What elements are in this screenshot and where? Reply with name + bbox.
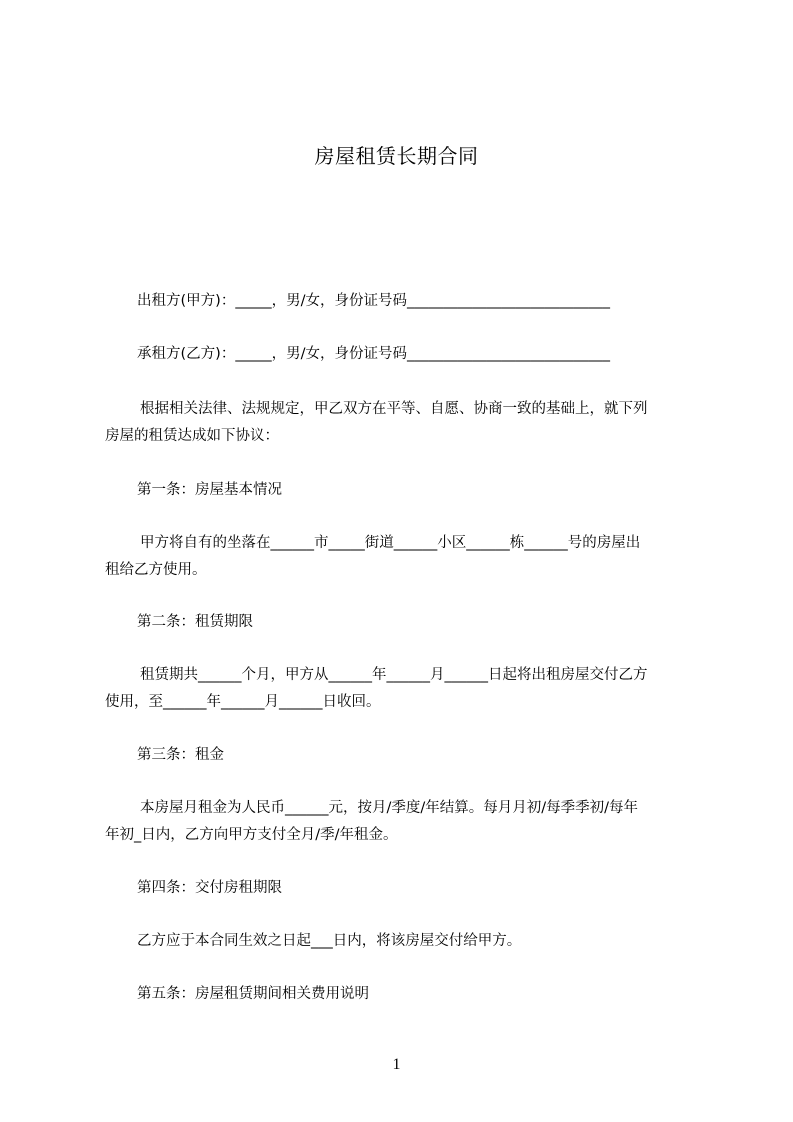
article-3-heading: 第三条：租金	[137, 747, 224, 763]
article-2-text-line-2: 使用，至______年______月______日收回。	[105, 694, 381, 710]
article-2-text-line-1: 租赁期共______个月，甲方从______年______月______日起将出租房屋交付乙方	[140, 667, 648, 683]
article-4-text: 乙方应于本合同生效之日起___日内，将该房屋交付给甲方。	[137, 933, 522, 949]
party-b-line: 承租方(乙方)：_____，男/女，身份证号码____________________________	[137, 346, 610, 362]
article-2-heading: 第二条：租赁期限	[137, 614, 253, 630]
preamble-line-1: 根据相关法律、法规规定，甲乙双方在平等、自愿、协商一致的基础上，就下列	[140, 401, 648, 417]
article-3-text-line-1: 本房屋月租金为人民币______元，按月/季度/年结算。每月月初/每季季初/每年	[140, 800, 639, 816]
article-5-heading: 第五条：房屋租赁期间相关费用说明	[137, 986, 369, 1002]
document-title: 房屋租赁长期合同	[314, 144, 479, 168]
page-number: 1	[392, 1056, 401, 1073]
article-1-text-line-1: 甲方将自有的坐落在______市_____街道______小区______栋______号的房屋出	[140, 535, 641, 551]
article-3-text-line-2: 年初_日内，乙方向甲方支付全月/季/年租金。	[105, 827, 398, 843]
party-a-line: 出租方(甲方)：_____，男/女，身份证号码____________________________	[137, 293, 610, 309]
article-1-heading: 第一条：房屋基本情况	[137, 482, 282, 498]
article-1-text-line-2: 租给乙方使用。	[105, 562, 207, 578]
article-4-heading: 第四条：交付房租期限	[137, 880, 282, 896]
preamble-line-2: 房屋的租赁达成如下协议：	[105, 428, 279, 444]
